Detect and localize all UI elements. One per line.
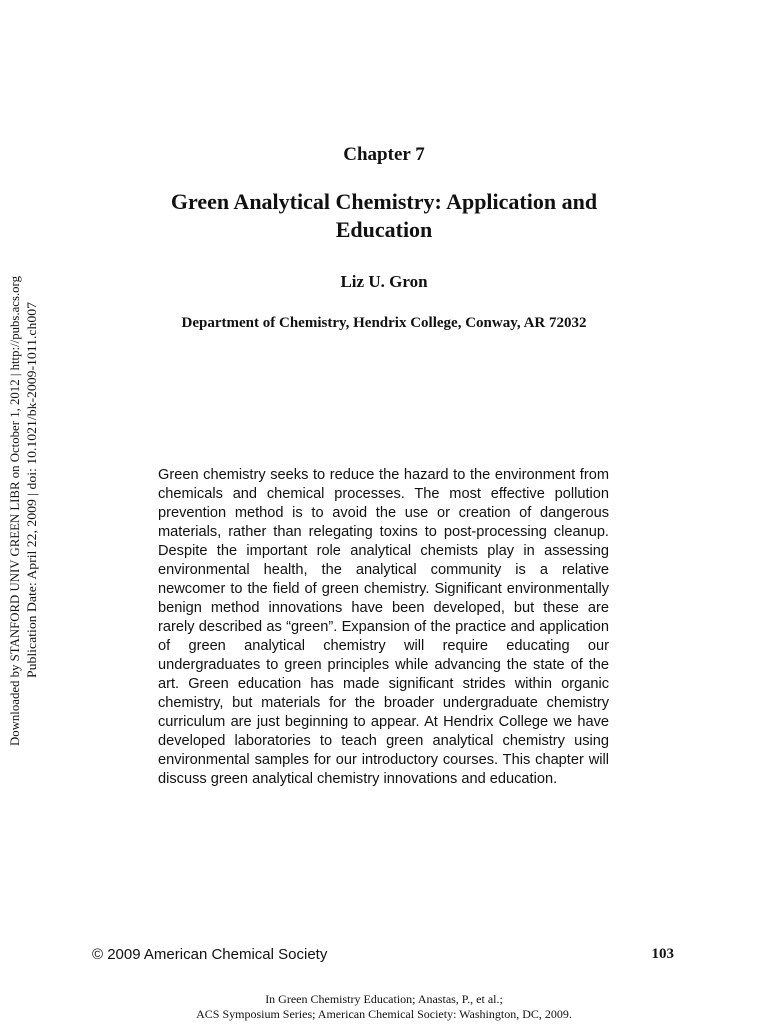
author-name: Liz U. Gron <box>340 272 428 291</box>
author-affiliation: Department of Chemistry, Hendrix College, Conway, AR 72032 <box>181 315 587 331</box>
chapter-label: Chapter 7 <box>343 144 425 165</box>
page-number: 103 <box>651 946 674 962</box>
download-watermark-svg <box>0 270 56 750</box>
citation-line-2: ACS Symposium Series; American Chemical Society: Washington, DC, 2009. <box>196 1007 572 1021</box>
chapter-title: Green Analytical Chemistry: Application and Education <box>170 189 598 242</box>
citation-footer <box>0 992 768 1022</box>
download-watermark <box>0 270 56 750</box>
download-line: Downloaded by STANFORD UNIV GREEN LIBR on October 1, 2012 | http://pubs.acs.org <box>8 294 22 746</box>
publication-line: Publication Date: April 22, 2009 | doi: 10.1021/bk-2009-1011.ch007 <box>25 341 39 678</box>
citation-line-1: In Green Chemistry Education; Anastas, P., et al.; <box>265 992 503 1006</box>
copyright-notice: © 2009 American Chemical Society <box>92 946 328 963</box>
abstract-text: Green chemistry seeks to reduce the hazard to the environment from chemicals and chemical processes. The most effective pollution prevention method is to avoid the use or creation of dangerous materials, rather than relegating toxins to post-processing cleanup. Despite the important role analytical chemists play in assessing environmental health, the analytical community is a relative newcomer to the field of green chemistry. Significant environmentally benign method innovations have been developed, but these are rarely described as “green”. Expansion of the practice and application of green analytical chemistry will require educating our undergraduates to green principles while advancing the state of the art. Green education has made significant strides within organic chemistry, but materials for the broader undergraduate chemistry curriculum are just beginning to appear. At Hendrix College we have developed laboratories to teach green analytical chemistry using environmental samples for our introductory courses. This chapter will discuss green analytical chemistry innovations and education. <box>158 467 609 787</box>
